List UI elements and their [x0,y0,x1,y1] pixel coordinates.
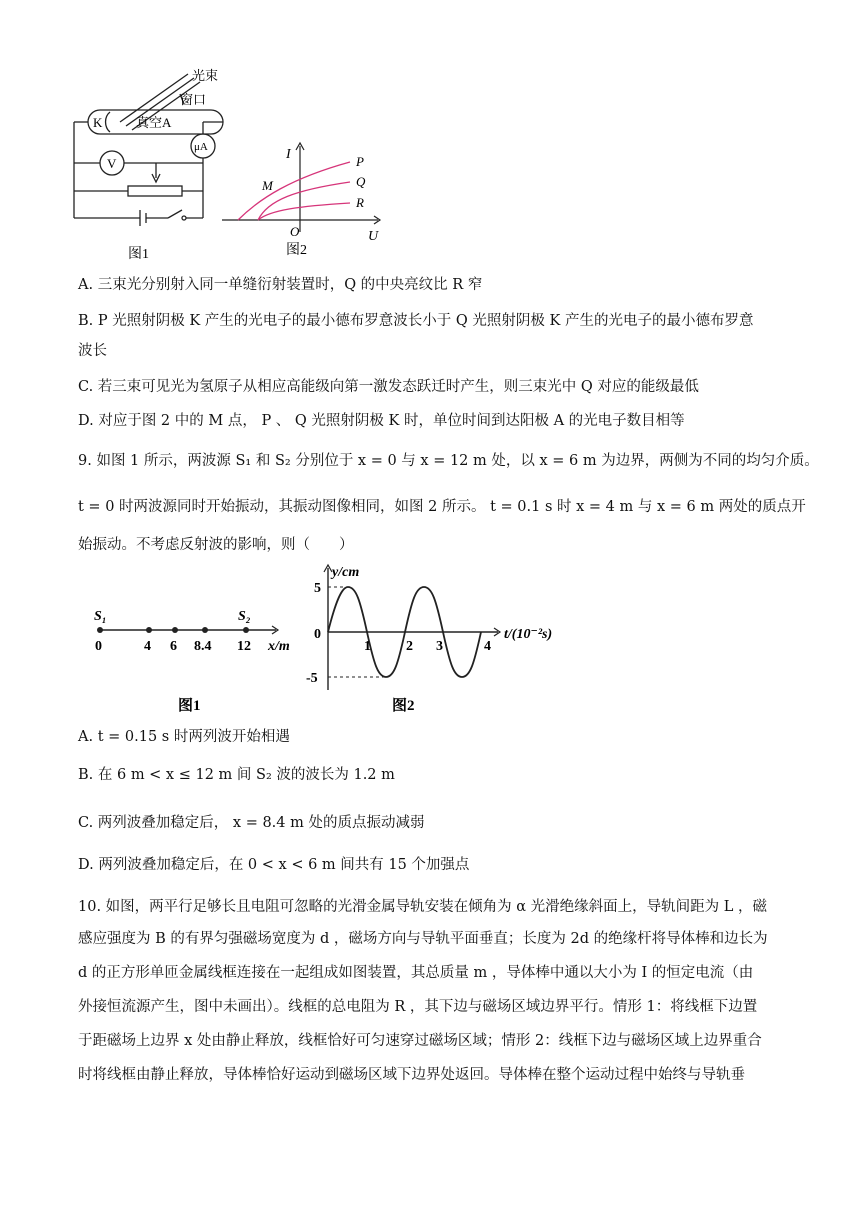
q9-option-B: B. 在 6 m < x ≤ 12 m 间 S₂ 波的波长为 1.2 m [78,767,395,783]
cathode-label: K [93,115,103,130]
xtick-4: 4 [484,639,491,654]
q9-stem-line3: 始振动。不考虑反射波的影响，则（ ） [78,537,354,553]
tick-0: 0 [95,639,102,654]
curve-Q-label: Q [356,174,366,189]
xtick-2: 2 [406,639,413,654]
voltmeter-label: V [107,156,117,171]
xtick-1: 1 [364,639,371,654]
q10-stem-line3: d 的正方形单匝金属线框连接在一起组成如图装置，其总质量 m ，导体棒中通以大小为 I 的恒定电流（由 [78,965,754,981]
curve-P-label: P [356,154,364,169]
tick-12: 12 [237,639,251,654]
fig2-caption-q9: 图2 [392,698,415,714]
fig1-caption: 图1 [128,247,149,262]
y-axis-label: y/cm [332,565,360,580]
x-axis-label-t: t/(10⁻²s) [504,627,553,642]
fig2-caption: 图2 [286,243,307,258]
q10-stem-line6: 时将线框由静止释放，导体棒恰好运动到磁场区域下边界处返回。导体棒在整个运动过程中始终与导轨垂 [78,1067,745,1083]
q10-stem-line5: 于距磁场上边界 x 处由静止释放，线框恰好可匀速穿过磁场区域；情形 2：线框下边与磁场区域上边界重合 [78,1033,762,1049]
q9-option-C: C. 两列波叠加稳定后， x = 8.4 m 处的质点振动减弱 [78,815,425,831]
ytick-minus5: -5 [306,671,318,686]
tick-4: 4 [144,639,151,654]
q10-stem-line2: 感应强度为 B 的有界匀强磁场宽度为 d ，磁场方向与导轨平面垂直；长度为 2d 的绝缘杆将导体棒和边长为 [78,931,768,947]
q10-stem-line4: 外接恒流源产生，图中未画出）。线框的总电阻为 R ，其下边与磁场区域边界平行。情形 1：将线框下边置 [78,999,758,1015]
tick-6: 6 [170,639,177,654]
q9-option-D: D. 两列波叠加稳定后，在 0 < x < 6 m 间共有 15 个加强点 [78,857,470,873]
axis-U-label: U [368,229,379,244]
source-S1-label: S₁ [94,609,107,624]
q8-option-C: C. 若三束可见光为氢原子从相应高能级向第一激发态跃迁时产生，则三束光中 Q 对应的能级最低 [78,379,699,395]
fig1-caption-q9: 图1 [178,698,201,714]
q8-option-B-line2: 波长 [78,343,107,359]
tick-8-4: 8.4 [194,639,212,654]
photoelectric-figures [60,60,480,265]
q9-stem-line2: t = 0 时两波源同时开始振动，其振动图像相同，如图 2 所示。 t = 0.1 s 时 x = 4 m 与 x = 6 m 两处的质点开 [78,499,806,515]
point-M-label: M [262,178,273,193]
origin-label: O [290,224,300,239]
source-S2-label: S₂ [238,609,251,624]
q9-option-A: A. t = 0.15 s 时两列波开始相遇 [78,729,290,745]
q8-option-A: A. 三束光分别射入同一单缝衍射装置时，Q 的中央亮纹比 R 窄 [78,277,483,293]
light-beam-label: 光束 [192,68,219,83]
curve-R [258,203,350,220]
q9-stem-line1: 9. 如图 1 所示，两波源 S₁ 和 S₂ 分别位于 x = 0 与 x = 12 m 处，以 x = 6 m 为边界，两侧为不同的均匀介质。 [78,453,819,469]
vacuum-anode-label: 真空A [136,115,172,130]
window-label: 窗口 [180,92,207,107]
ytick-0: 0 [314,627,321,642]
vibration-graph [324,565,500,690]
q8-option-B-line1: B. P 光照射阴极 K 产生的光电子的最小德布罗意波长小于 Q 光照射阴极 K 产生的光电子的最小德布罗意 [78,313,754,329]
xtick-3: 3 [436,639,443,654]
wave-figures [80,560,600,720]
curve-P [238,162,350,220]
x-axis-label: x/m [268,639,290,654]
q8-option-D: D. 对应于图 2 中的 M 点， P 、 Q 光照射阴极 K 时，单位时间到达阳极 A 的光电子数目相等 [78,413,685,429]
ytick-5: 5 [314,581,321,596]
axis-I-label: I [286,147,291,162]
source-positions-axis [97,626,278,634]
q10-stem-line1: 10. 如图，两平行足够长且电阻可忽略的光滑金属导轨安装在倾角为 α 光滑绝缘斜面上，导轨间距为 L ，磁 [78,899,768,915]
curve-R-label: R [356,195,364,210]
microammeter-label: μA [194,141,208,153]
